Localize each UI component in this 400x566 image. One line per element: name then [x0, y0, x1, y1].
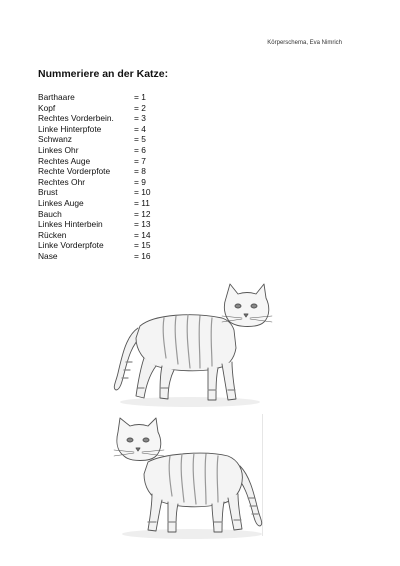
legend-row	[38, 124, 178, 135]
legend-label: Linke Vorderpfote	[38, 240, 104, 251]
legend-number: = 6	[134, 144, 146, 155]
legend-label: Rechte Vorderpfote	[38, 166, 111, 177]
document-header: Körperschema, Eva Nimrich	[267, 40, 342, 46]
legend-number: = 11	[134, 197, 150, 208]
legend-label: Kopf	[38, 102, 56, 113]
legend-number: = 2	[134, 102, 146, 113]
cat-front-view-illustration	[108, 410, 270, 542]
legend-number: = 15	[134, 240, 151, 251]
legend-number: = 4	[134, 123, 146, 134]
legend-number: = 1	[134, 92, 146, 102]
legend-number: = 10	[134, 187, 151, 198]
legend-row	[38, 177, 178, 188]
cat-front-drawing	[108, 410, 270, 542]
legend-label: Rücken	[38, 229, 67, 240]
legend-label: Linkes Hinterbein	[38, 219, 103, 230]
legend-number: = 7	[134, 155, 146, 166]
legend-number: = 14	[134, 229, 151, 240]
legend-label: Rechtes Auge	[38, 155, 91, 166]
legend-label: Schwanz	[38, 134, 72, 145]
legend-row	[38, 198, 178, 209]
legend-number: = 12	[134, 208, 151, 219]
legend-row	[38, 251, 178, 262]
legend-row	[38, 92, 178, 103]
legend-label: Linkes Auge	[38, 197, 84, 208]
body-part-legend	[38, 92, 178, 262]
legend-number: = 3	[134, 113, 146, 124]
legend-label: Bauch	[38, 208, 62, 219]
cat-side-drawing	[104, 278, 276, 412]
legend-label: Nase	[38, 250, 58, 261]
legend-label: Linkes Ohr	[38, 144, 79, 155]
legend-label: Rechtes Vorderbein.	[38, 113, 114, 124]
legend-row	[38, 103, 178, 114]
legend-number: = 5	[134, 134, 146, 145]
legend-number: = 9	[134, 176, 146, 187]
legend-row	[38, 209, 178, 220]
legend-label: Linke Hinterpfote	[38, 123, 102, 134]
legend-row	[38, 145, 178, 156]
legend-row	[38, 187, 178, 198]
cat-side-view-illustration	[104, 278, 276, 412]
legend-row	[38, 134, 178, 145]
legend-label: Rechtes Ohr	[38, 176, 86, 187]
legend-row	[38, 240, 178, 251]
legend-label: Brust	[38, 187, 58, 198]
legend-number: = 16	[134, 250, 151, 261]
worksheet-title: Nummeriere an der Katze:	[38, 68, 169, 80]
legend-row	[38, 230, 178, 241]
legend-row	[38, 219, 178, 230]
legend-number: = 13	[134, 219, 151, 230]
legend-row	[38, 113, 178, 124]
legend-number: = 8	[134, 166, 146, 177]
legend-row	[38, 156, 178, 167]
legend-label: Barthaare	[38, 92, 75, 102]
legend-row	[38, 166, 178, 177]
